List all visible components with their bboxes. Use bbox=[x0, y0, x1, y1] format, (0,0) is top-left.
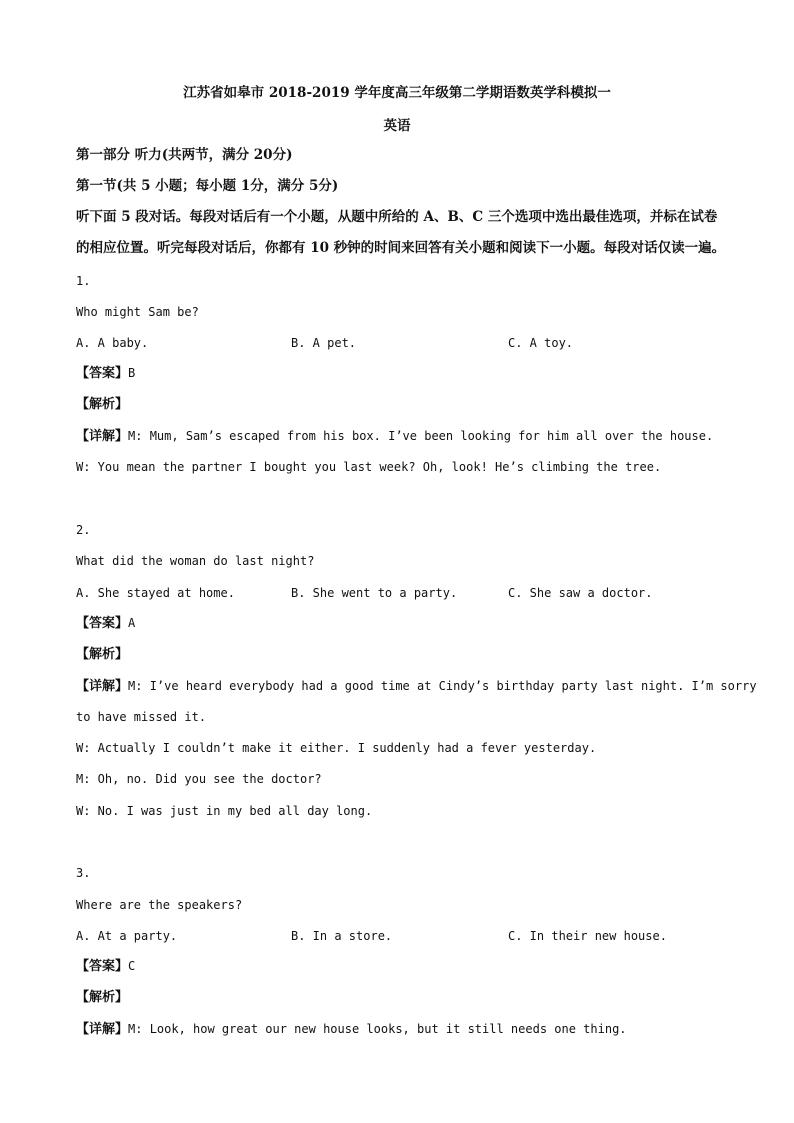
question-number: 2. bbox=[76, 523, 91, 537]
dialogue-line: W: No. I was just in my bed all day long. bbox=[76, 804, 373, 818]
answer-label: 【答案】 bbox=[76, 959, 129, 974]
dialogue-line: M: Look, how great our new house looks, but it still needs one thing. bbox=[128, 1022, 627, 1036]
analysis-row bbox=[76, 396, 128, 413]
detail-row bbox=[76, 678, 757, 695]
answer-row bbox=[76, 615, 135, 632]
option-c: C. She saw a doctor. bbox=[508, 586, 653, 600]
instructions-line-2: 的相应位置。听完每段对话后，你都有 10 秒钟的时间来回答有关小题和阅读下一小题。每段对话仅读一遍。 bbox=[76, 240, 726, 256]
detail-row bbox=[76, 1021, 627, 1038]
part-heading: 第一部分 听力(共两节，满分 20分) bbox=[76, 147, 293, 163]
dialogue-line: W: You mean the partner I bought you last week? Oh, look! He’s climbing the tree. bbox=[76, 460, 662, 474]
answer-value: A bbox=[128, 616, 136, 630]
analysis-row bbox=[76, 989, 128, 1006]
option-c: C. A toy. bbox=[508, 336, 574, 350]
answer-label: 【答案】 bbox=[76, 616, 129, 631]
analysis-label: 【解析】 bbox=[76, 647, 129, 662]
option-b: B. She went to a party. bbox=[291, 586, 458, 600]
option-a: A. A baby. bbox=[76, 336, 149, 350]
option-b: B. In a store. bbox=[291, 929, 393, 943]
subsection-heading: 第一节(共 5 小题；每小题 1分，满分 5分) bbox=[76, 178, 339, 194]
question-number: 3. bbox=[76, 866, 91, 880]
dialogue-line: M: Oh, no. Did you see the doctor? bbox=[76, 772, 322, 786]
question-text: Who might Sam be? bbox=[76, 305, 199, 319]
option-b: B. A pet. bbox=[291, 336, 357, 350]
question-text: Where are the speakers? bbox=[76, 898, 243, 912]
answer-row bbox=[76, 365, 135, 382]
analysis-label: 【解析】 bbox=[76, 397, 129, 412]
answer-row bbox=[76, 958, 135, 975]
answer-value: C bbox=[128, 959, 136, 973]
dialogue-line: M: Mum, Sam’s escaped from his box. I’ve been looking for him all over the house. bbox=[128, 429, 714, 443]
dialogue-line: M: I’ve heard everybody had a good time at Cindy’s birthday party last night. I’m sorry bbox=[128, 679, 757, 693]
question-text: What did the woman do last night? bbox=[76, 554, 315, 568]
option-a: A. At a party. bbox=[76, 929, 178, 943]
detail-label: 【详解】 bbox=[76, 679, 129, 694]
detail-row bbox=[76, 428, 713, 445]
document-title: 江苏省如皋市 2018-2019 学年度高三年级第二学期语数英学科模拟一 bbox=[183, 85, 611, 101]
detail-label: 【详解】 bbox=[76, 1022, 129, 1037]
detail-label: 【详解】 bbox=[76, 429, 129, 444]
analysis-row bbox=[76, 646, 128, 663]
dialogue-line: W: Actually I couldn’t make it either. I suddenly had a fever yesterday. bbox=[76, 741, 597, 755]
answer-label: 【答案】 bbox=[76, 366, 129, 381]
analysis-label: 【解析】 bbox=[76, 990, 129, 1005]
option-a: A. She stayed at home. bbox=[76, 586, 235, 600]
instructions-line-1: 听下面 5 段对话。每段对话后有一个小题，从题中所给的 A、B、C 三个选项中选出最佳选项，并标在试卷 bbox=[76, 209, 718, 225]
dialogue-line: to have missed it. bbox=[76, 710, 207, 724]
subject-title: 英语 bbox=[383, 118, 411, 134]
option-c: C. In their new house. bbox=[508, 929, 667, 943]
question-number: 1. bbox=[76, 274, 91, 288]
answer-value: B bbox=[128, 366, 136, 380]
